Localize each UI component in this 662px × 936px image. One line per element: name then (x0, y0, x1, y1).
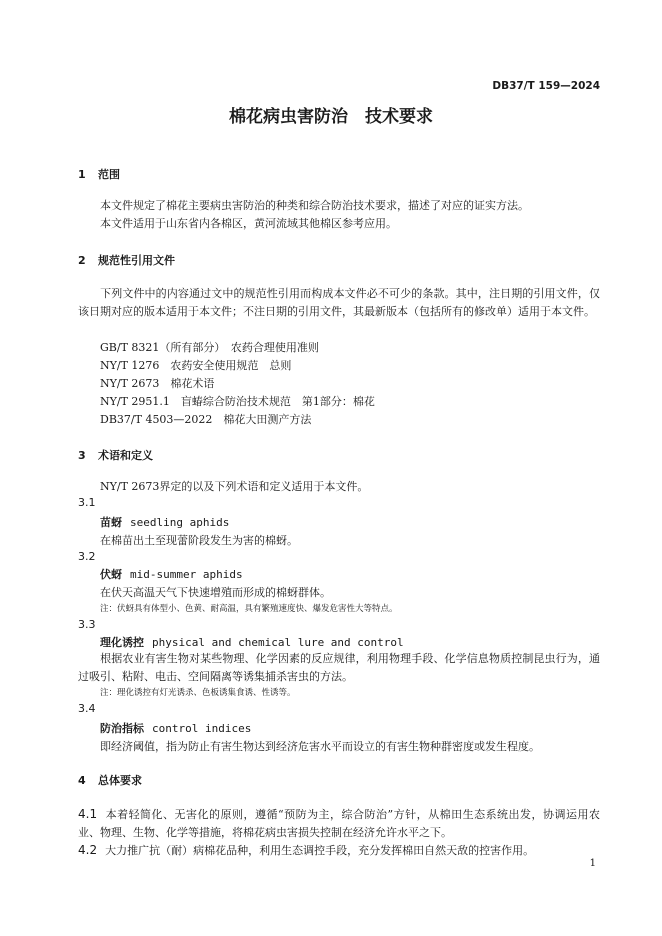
term-heading: 苗蚜 seedling aphids (100, 516, 230, 529)
document-title: 棉花病虫害防治 技术要求 (229, 107, 433, 127)
reference-item: NY/T 1276 农药安全使用规范 总则 (100, 359, 292, 372)
term-definition: 即经济阈值，指为防止有害生物达到经济危害水平而设立的有害生物种群密度或发生程度。 (100, 740, 540, 753)
scope-paragraph-1: 本文件规定了棉花主要病虫害防治的种类和综合防治技术要求，描述了对应的证实方法。 (100, 199, 529, 212)
term-heading: 伏蚜 mid-summer aphids (100, 568, 243, 581)
reference-item: GB/T 8321（所有部分） 农药合理使用准则 (100, 341, 319, 354)
clause-4-2: 4.2 大力推广抗（耐）病棉花品种，利用生态调控手段，充分发挥棉田自然天敌的控害作用。 (78, 843, 535, 857)
term-note: 注：理化诱控有灯光诱杀、色板诱集食诱、性诱等。 (100, 688, 296, 698)
term-heading: 防治指标 control indices (100, 722, 252, 735)
term-definition: 根据农业有害生物对某些物理、化学因素的反应规律，利用物理手段、化学信息物质控制昆虫行为，通过吸引、粘附、电击、空间隔离等诱集捕杀害虫的方法。 (78, 652, 600, 683)
term-number: 3.2 (78, 550, 96, 563)
reference-item: NY/T 2673 棉花术语 (100, 377, 215, 390)
term-number: 3.3 (78, 618, 96, 631)
section-heading-terms: 3 术语和定义 (78, 449, 153, 462)
section-heading-scope: 1 范围 (78, 168, 120, 181)
clause-4-1: 4.1 本着轻简化、无害化的原则，遵循“预防为主，综合防治”方针，从棉田生态系统出发，协调运用农业、物理、生物、化学等措施，将棉花病虫害损失控制在经济允许水平之下。 (78, 807, 600, 839)
term-note: 注：伏蚜具有体型小、色黄、耐高温，具有繁殖速度快、爆发危害性大等特点。 (100, 604, 398, 614)
term-definition: 在伏天高温天气下快速增殖而形成的棉蚜群体。 (100, 586, 331, 599)
scope-paragraph-2: 本文件适用于山东省内各棉区，黄河流域其他棉区参考应用。 (100, 217, 397, 230)
reference-item: DB37/T 4503—2022 棉花大田测产方法 (100, 413, 312, 426)
page-number: 1 (589, 858, 596, 869)
document-id: DB37/T 159—2024 (492, 80, 600, 92)
reference-item: NY/T 2951.1 盲蝽综合防治技术规范 第1部分：棉花 (100, 395, 375, 408)
term-number: 3.4 (78, 702, 96, 715)
term-number: 3.1 (78, 496, 96, 509)
term-definition: 在棉苗出土至现蕾阶段发生为害的棉蚜。 (100, 534, 298, 547)
terms-intro: NY/T 2673界定的以及下列术语和定义适用于本文件。 (100, 480, 369, 493)
term-heading: 理化诱控 physical and chemical lure and control (100, 636, 404, 649)
section-heading-normative-references: 2 规范性引用文件 (78, 254, 175, 267)
section-heading-general-requirements: 4 总体要求 (78, 774, 142, 787)
references-intro: 下列文件中的内容通过文中的规范性引用而构成本文件必不可少的条款。其中，注日期的引用文件，仅该日期对应的版本适用于本文件；不注日期的引用文件，其最新版本（包括所有的修改单）适用于本文件。 (78, 287, 600, 318)
